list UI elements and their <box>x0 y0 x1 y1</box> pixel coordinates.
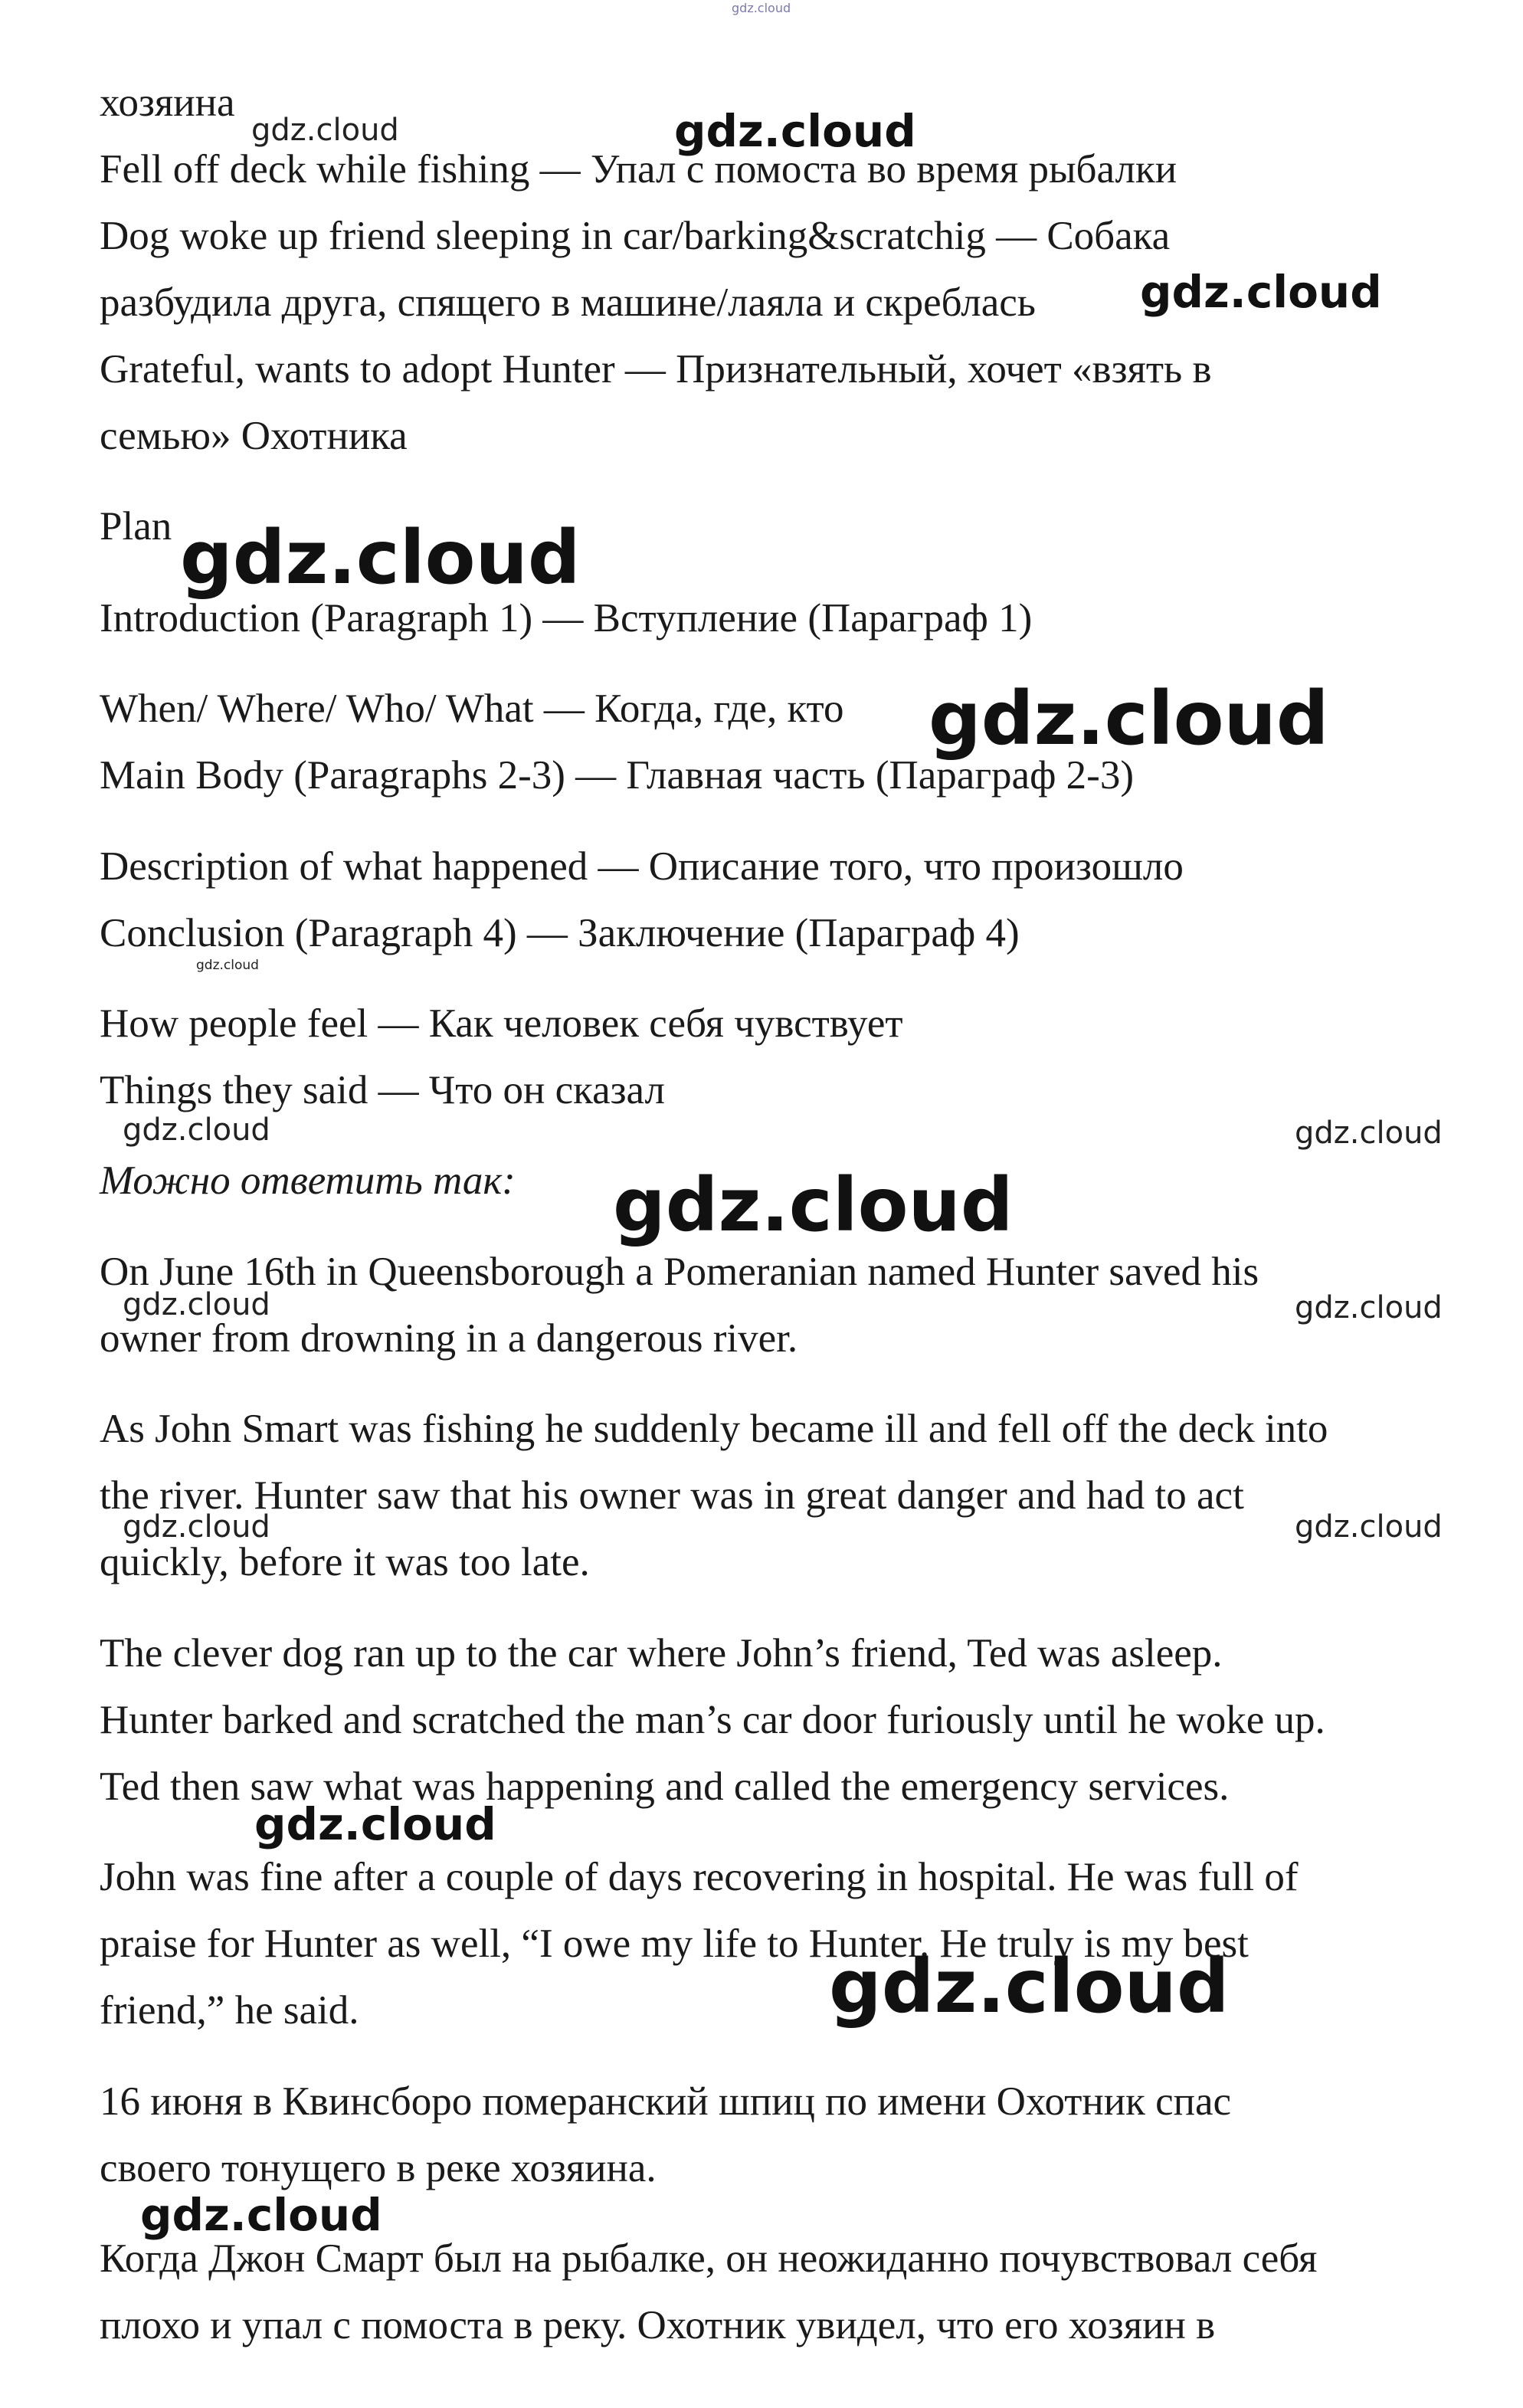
answer-heading: Можно ответить так: <box>100 1158 516 1203</box>
text-line: How people feel — Как человек себя чувствует <box>100 1001 903 1046</box>
text-line: Fell off deck while fishing — Упал с помоста во время рыбалки <box>100 147 1177 192</box>
watermark: gdz.cloud <box>123 1287 270 1322</box>
text-line: Conclusion (Paragraph 4) — Заключение (Параграф 4) <box>100 911 1020 955</box>
section-heading: Plan <box>100 504 172 549</box>
watermark: gdz.cloud <box>1295 1116 1443 1151</box>
text-line: Description of what happened — Описание того, что произошло <box>100 844 1184 889</box>
text-line: Ted then saw what was happening and called the emergency services. <box>100 1764 1230 1809</box>
text-line: praise for Hunter as well, “I owe my life to Hunter. He truly is my best <box>100 1921 1249 1966</box>
text-line: Things they said — Что он сказал <box>100 1068 665 1112</box>
watermark: gdz.cloud <box>123 1509 270 1545</box>
text-line: John was fine after a couple of days recovering in hospital. He was full of <box>100 1855 1299 1899</box>
text-line: хозяина <box>100 80 235 125</box>
text-line: Main Body (Paragraphs 2-3) — Главная часть (Параграф 2-3) <box>100 753 1134 798</box>
text-line: разбудила друга, спящего в машине/лаяла и скреблась <box>100 280 1036 325</box>
text-line: As John Smart was fishing he suddenly became ill and fell off the deck into <box>100 1407 1328 1451</box>
watermark: gdz.cloud <box>254 1798 496 1850</box>
text-line: friend,” he said. <box>100 1988 359 2033</box>
text-line: семью» Охотника <box>100 414 408 458</box>
text-line: Dog woke up friend sleeping in car/barking&scratchig — Собака <box>100 214 1171 258</box>
text-line: 16 июня в Квинсборо померанский шпиц по имени Охотник спас <box>100 2079 1232 2124</box>
text-line: плохо и упал с помоста в реку. Охотник увидел, что его хозяин в <box>100 2303 1216 2347</box>
text-line: The clever dog ran up to the car where John’s friend, Ted was asleep. <box>100 1631 1223 1676</box>
text-line: Introduction (Paragraph 1) — Вступление (Параграф 1) <box>100 596 1033 640</box>
watermark: gdz.cloud <box>1295 1509 1443 1545</box>
text-line: Grateful, wants to adopt Hunter — Признательный, хочет «взять в <box>100 347 1212 392</box>
watermark: gdz.cloud <box>1295 1290 1443 1325</box>
watermark: gdz.cloud <box>829 1944 1230 2030</box>
text-line: Когда Джон Смарт был на рыбалке, он неожиданно почувствовал себя <box>100 2236 1318 2281</box>
watermark: gdz.cloud <box>674 105 916 157</box>
watermark: gdz.cloud <box>613 1162 1014 1248</box>
text-line: When/ Where/ Who/ What — Когда, где, кто <box>100 686 844 731</box>
watermark: gdz.cloud <box>180 515 581 601</box>
text-line: Hunter barked and scratched the man’s car door furiously until he woke up. <box>100 1698 1325 1742</box>
text-line: quickly, before it was too late. <box>100 1540 590 1584</box>
text-line: On June 16th in Queensborough a Pomeranian named Hunter saved his <box>100 1250 1259 1294</box>
text-line: своего тонущего в реке хозяина. <box>100 2146 657 2190</box>
watermark: gdz.cloud <box>929 676 1329 762</box>
watermark: gdz.cloud <box>732 1 791 15</box>
watermark: gdz.cloud <box>1140 266 1382 318</box>
text-line: the river. Hunter saw that his owner was in great danger and had to act <box>100 1473 1244 1518</box>
watermark: gdz.cloud <box>140 2189 382 2241</box>
watermark: gdz.cloud <box>196 958 259 973</box>
watermark: gdz.cloud <box>123 1112 270 1148</box>
watermark: gdz.cloud <box>251 113 399 148</box>
text-line: owner from drowning in a dangerous river. <box>100 1316 798 1361</box>
